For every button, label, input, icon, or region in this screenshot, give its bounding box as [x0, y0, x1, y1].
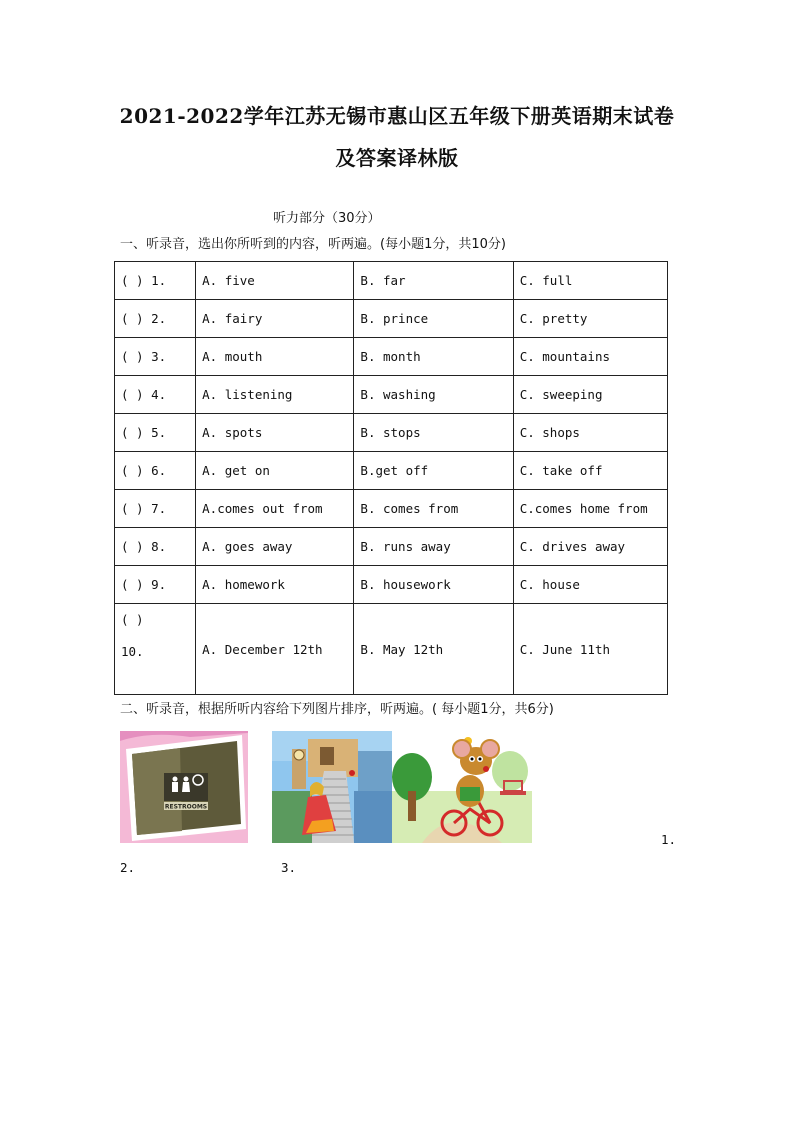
question-row: [115, 528, 668, 566]
option-c: C. pretty: [513, 300, 667, 338]
question-row: [115, 376, 668, 414]
question-number: ( ) 7.: [115, 490, 196, 528]
option-b: B. housework: [354, 566, 513, 604]
picture-label-1: 1.: [661, 832, 677, 847]
question-number-bracket: ( ): [121, 612, 144, 627]
option-b: B. washing: [354, 376, 513, 414]
question-row: [115, 300, 668, 338]
option-b: B. comes from: [354, 490, 513, 528]
option-c: C. sweeping: [513, 376, 667, 414]
question-number-label: 10.: [121, 644, 144, 659]
option-a: A. spots: [196, 414, 354, 452]
option-b: B. month: [354, 338, 513, 376]
question-number: ( ) 5.: [115, 414, 196, 452]
question-number: ( ) 1.: [115, 262, 196, 300]
princess-stairs-picture: [272, 731, 392, 843]
option-c: C. drives away: [513, 528, 667, 566]
restroom-sign-picture: [120, 731, 248, 843]
option-a: A. homework: [196, 566, 354, 604]
option-c: C. full: [513, 262, 667, 300]
listening-part-heading: 听力部分（30分）: [273, 211, 381, 226]
question-number: ( ) 3.: [115, 338, 196, 376]
restroom-sign-text: RESTROOMS: [164, 803, 208, 811]
option-c: C. take off: [513, 452, 667, 490]
option-a: A. listening: [196, 376, 354, 414]
option-b: B. stops: [354, 414, 513, 452]
question-row: [115, 338, 668, 376]
option-c: C. mountains: [513, 338, 667, 376]
question-number: ( ) 4.: [115, 376, 196, 414]
option-b: B. May 12th: [354, 604, 513, 695]
option-c: C. house: [513, 566, 667, 604]
option-a: A. goes away: [196, 528, 354, 566]
option-a: A. get on: [196, 452, 354, 490]
option-a: A. mouth: [196, 338, 354, 376]
option-b: B. far: [354, 262, 513, 300]
option-b: B. prince: [354, 300, 513, 338]
question-number: ( ) 8.: [115, 528, 196, 566]
option-c: C. June 11th: [513, 604, 667, 695]
question-number: [115, 604, 196, 695]
question-number: ( ) 6.: [115, 452, 196, 490]
question-table: [114, 261, 668, 695]
option-c: C. shops: [513, 414, 667, 452]
mouse-bicycle-picture: [392, 731, 532, 843]
section1-instructions: 一、听录音，选出你所听到的内容，听两遍。(每小题1分，共10分): [120, 237, 506, 252]
picture-label-3: 3.: [281, 860, 297, 875]
question-row: [115, 490, 668, 528]
question-row: [115, 414, 668, 452]
question-number: ( ) 2.: [115, 300, 196, 338]
section2-instructions: 二、听录音，根据所听内容给下列图片排序，听两遍。( 每小题1分，共6分): [120, 702, 554, 717]
option-c: C.comes home from: [513, 490, 667, 528]
option-b: B. runs away: [354, 528, 513, 566]
question-row: [115, 566, 668, 604]
question-row: [115, 604, 668, 695]
option-a: A.comes out from: [196, 490, 354, 528]
option-b: B.get off: [354, 452, 513, 490]
question-row: [115, 452, 668, 490]
option-a: A. December 12th: [196, 604, 354, 695]
question-row: [115, 262, 668, 300]
option-a: A. fairy: [196, 300, 354, 338]
document-title-line1: 2021-2022学年江苏无锡市惠山区五年级下册英语期末试卷: [119, 104, 675, 128]
picture-label-2: 2.: [120, 860, 136, 875]
document-title-line2: 及答案译林版: [335, 146, 459, 170]
question-number: ( ) 9.: [115, 566, 196, 604]
option-a: A. five: [196, 262, 354, 300]
